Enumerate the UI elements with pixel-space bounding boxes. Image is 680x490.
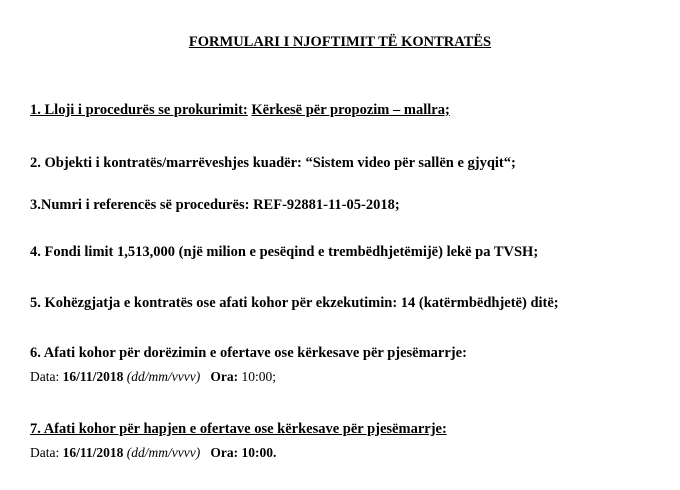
item-7-date-line	[30, 445, 276, 461]
item-6-time: 10:00;	[241, 369, 276, 384]
item-1-label: 1. Lloji i procedurës se prokurimit:	[30, 102, 248, 118]
item-7-heading-text: 7. Afati kohor për hapjen e ofertave ose kërkesave për pjesëmarrje:	[30, 421, 447, 437]
item-4-limit-fund: 4. Fondi limit 1,513,000 (një milion e pesëqind e trembëdhjetëmijë) lekë pa TVSH;	[30, 244, 539, 260]
item-2-contract-object: 2. Objekti i kontratës/marrëveshjes kuadër: “Sistem video për sallën e gjyqit“;	[30, 155, 516, 171]
form-title: FORMULARI I NJOFTIMIT TË KONTRATËS	[188, 34, 492, 50]
item-6-heading: 6. Afati kohor për dorëzimin e ofertave ose kërkesave për pjesëmarrje:	[30, 345, 467, 361]
item-7-date: 16/11/2018	[62, 445, 124, 460]
item-6-date-label: Data:	[30, 369, 60, 384]
item-1-value: Kërkesë për propozim – mallra;	[251, 102, 450, 118]
item-6-date-line	[30, 369, 276, 385]
item-7-time: 10:00.	[241, 445, 277, 460]
item-1-procedure-type	[30, 102, 450, 119]
item-6-date: 16/11/2018	[62, 369, 124, 384]
item-3-reference-number: 3.Numri i referencës së procedurës: REF-92881-11-05-2018;	[30, 197, 400, 213]
item-5-duration: 5. Kohëzgjatja e kontratës ose afati kohor për ekzekutimin: 14 (katërmbëdhjetë) ditë;	[30, 295, 559, 311]
item-6-time-label: Ora:	[210, 369, 239, 384]
item-7-heading	[30, 421, 447, 438]
item-7-date-format: (dd/mm/vvvv)	[126, 445, 201, 460]
item-7-time-label: Ora:	[210, 445, 239, 460]
item-6-date-format: (dd/mm/vvvv)	[126, 369, 201, 384]
item-7-date-label: Data:	[30, 445, 60, 460]
